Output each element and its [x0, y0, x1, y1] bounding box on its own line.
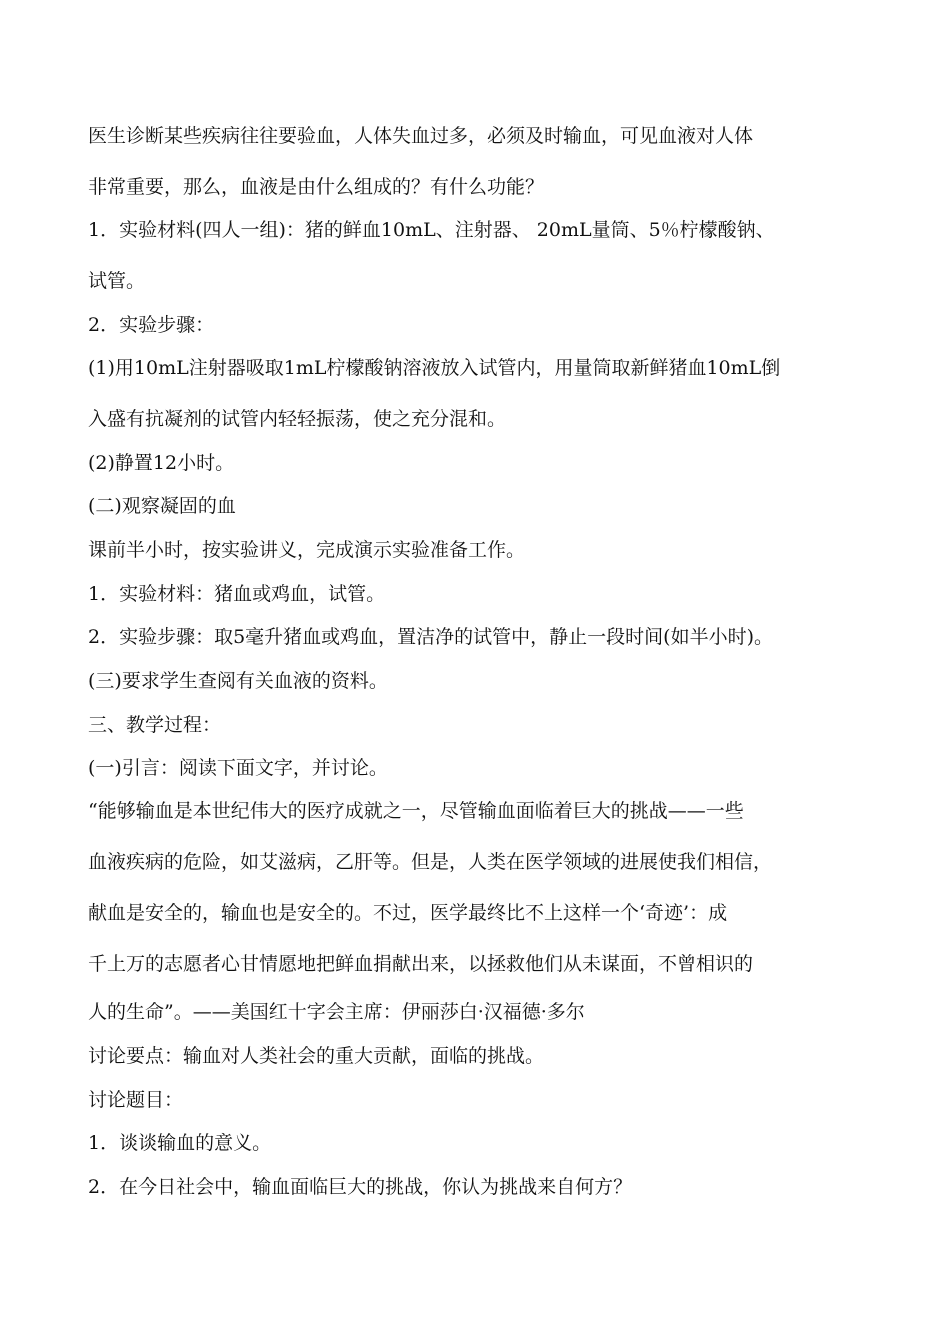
text-line: (1)用10mL注射器吸取1mL柠檬酸钠溶液放入试管内，用量筒取新鲜猪血10mL倒 — [88, 357, 781, 379]
quote-line: 献血是安全的，输血也是安全的。不过，医学最终比不上这样一个‘奇迹’：成 — [88, 902, 728, 924]
text-line: 2．在今日社会中，输血面临巨大的挑战，你认为挑战来自何方？ — [88, 1176, 633, 1198]
text-line: (2)静置12小时。 — [88, 452, 235, 474]
text-line: 讨论题目： — [88, 1089, 184, 1111]
text-line: 入盛有抗凝剂的试管内轻轻振荡，使之充分混和。 — [88, 408, 507, 430]
text-line: 试管。 — [88, 270, 146, 292]
section-heading: 三、教学过程： — [88, 714, 222, 736]
section-heading: (二)观察凝固的血 — [88, 495, 236, 517]
text-line: 2．实验步骤：取5毫升猪血或鸡血，置洁净的试管中，静止一段时间(如半小时)。 — [88, 626, 774, 648]
text-line: 讨论要点：输血对人类社会的重大贡献，面临的挑战。 — [88, 1045, 545, 1067]
quote-line: “能够输血是本世纪伟大的医疗成就之一，尽管输血面临着巨大的挑战——一些 — [88, 800, 744, 822]
section-heading: (三)要求学生查阅有关血液的资料。 — [88, 670, 388, 692]
text-line: 医生诊断某些疾病往往要验血，人体失血过多，必须及时输血，可见血液对人体 — [88, 125, 754, 147]
text-line: 1．实验材料：猪血或鸡血，试管。 — [88, 583, 386, 605]
text-line: 1．实验材料(四人一组)：猪的鲜血10mL、注射器、 20mL量筒、5％柠檬酸钠、 — [88, 219, 775, 241]
text-line: 2．实验步骤： — [88, 314, 215, 336]
text-line: 非常重要，那么，血液是由什么组成的？有什么功能？ — [88, 176, 545, 198]
quote-line: 人的生命”。——美国红十字会主席：伊丽莎白·汉福德·多尔 — [88, 1001, 585, 1023]
quote-line: 血液疾病的危险，如艾滋病，乙肝等。但是，人类在医学领域的进展使我们相信， — [88, 851, 773, 873]
quote-line: 千上万的志愿者心甘情愿地把鲜血捐献出来，以拯救他们从未谋面，不曾相识的 — [88, 953, 754, 975]
section-heading: (一)引言：阅读下面文字，并讨论。 — [88, 757, 388, 779]
text-line: 1．谈谈输血的意义。 — [88, 1132, 272, 1154]
text-line: 课前半小时，按实验讲义，完成演示实验准备工作。 — [88, 539, 526, 561]
